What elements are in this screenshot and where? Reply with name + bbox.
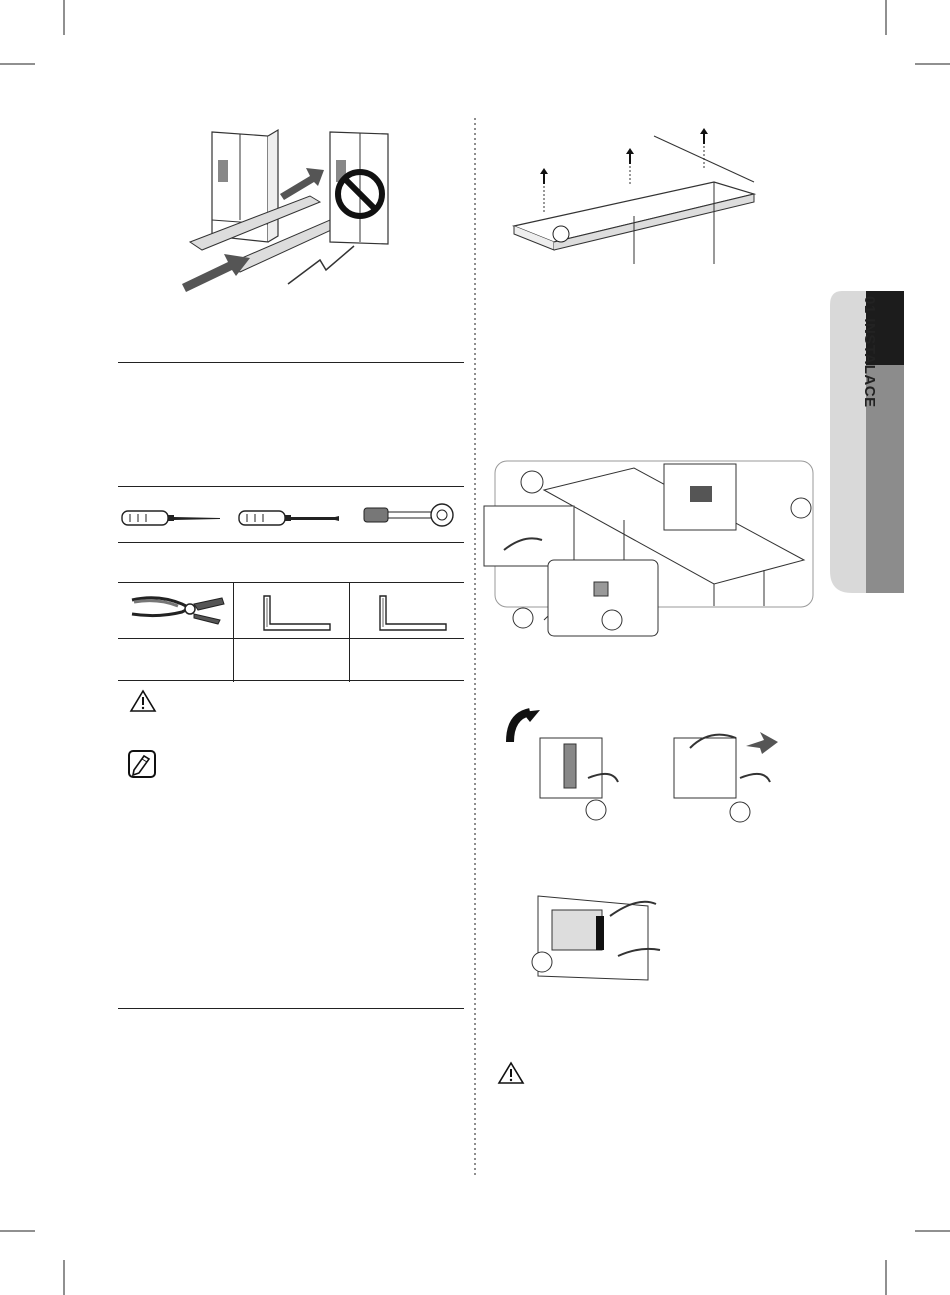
door-lift-illustration	[660, 708, 790, 828]
note-pencil-icon	[128, 750, 158, 780]
fridge-moving-illustration	[170, 124, 410, 294]
tools-table	[118, 486, 464, 682]
table-divider	[349, 582, 350, 682]
phillips-screwdriver-icon	[122, 508, 232, 528]
table-rule	[118, 486, 464, 487]
table-rule	[118, 542, 464, 543]
pliers-icon	[128, 590, 228, 630]
table-divider	[233, 582, 234, 682]
chapter-label: 01 INSTALACE	[861, 296, 878, 408]
table-rule	[118, 680, 464, 681]
flat-screwdriver-icon	[239, 508, 349, 528]
warning-triangle-icon	[130, 690, 156, 712]
hinge-connectors-illustration	[494, 460, 814, 640]
hex-key-icon	[258, 594, 338, 634]
door-lift-illustration	[500, 708, 630, 828]
socket-wrench-icon	[360, 500, 460, 530]
column-divider	[474, 118, 478, 1178]
table-rule	[118, 638, 464, 639]
hinge-remove-illustration	[528, 876, 668, 986]
hex-key-icon	[374, 594, 454, 634]
table-rule	[118, 582, 464, 583]
top-cover-screws-illustration	[504, 126, 764, 266]
section-rule	[118, 1008, 464, 1009]
section-rule	[118, 362, 464, 363]
warning-triangle-icon	[498, 1062, 524, 1084]
